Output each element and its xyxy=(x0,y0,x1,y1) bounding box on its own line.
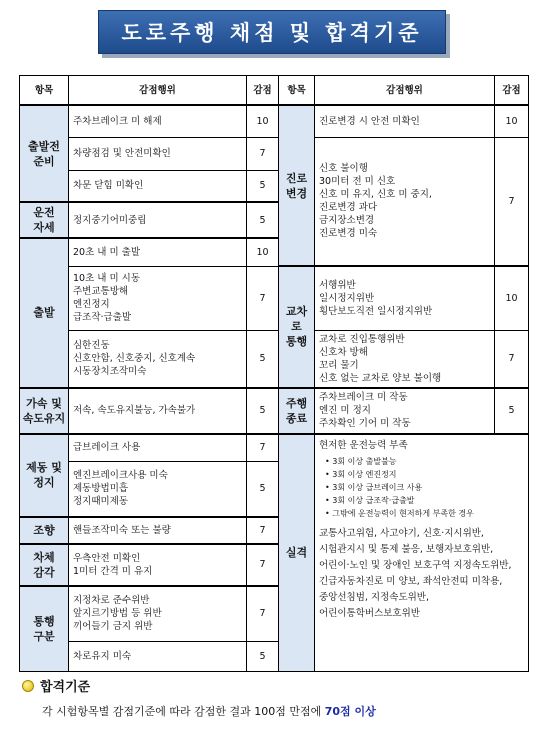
pass-description: 각 시험항목별 감점기준에 따라 감점한 결과 100점 만점에 xyxy=(42,705,325,718)
disqualify-heading: 현저한 운전능력 부족 xyxy=(319,439,408,451)
action-cell: 서행위반 일시정지위반 횡단보도직전 일시정지위반 xyxy=(315,266,495,330)
points-cell: 10 xyxy=(495,266,529,330)
points-cell: 5 xyxy=(247,462,279,517)
section-disqualify: 실격 xyxy=(279,434,315,672)
action-cell: 20초 내 미 출발 xyxy=(69,238,247,266)
points-cell: 5 xyxy=(247,202,279,238)
action-cell: 우측안전 미확인 1미터 간격 미 유지 xyxy=(69,544,247,586)
action-cell: 핸들조작미숙 또는 불량 xyxy=(69,517,247,544)
points-cell: 7 xyxy=(495,137,529,266)
header-action: 감점행위 xyxy=(69,76,247,106)
section-departure: 출발 xyxy=(20,238,69,388)
section-prestart: 출발전 준비 xyxy=(20,105,69,202)
action-cell: 신호 불이행 30미터 전 미 신호 신호 미 유지, 신호 미 중지, 진로변경 과다 금지장소변경 진로변경 미숙 xyxy=(315,137,495,266)
section-speed: 가속 및 속도유지 xyxy=(20,388,69,434)
pass-title: 합격기준 xyxy=(40,680,91,695)
scoring-table xyxy=(19,75,529,672)
action-cell: 차량점검 및 안전미확인 xyxy=(69,137,247,170)
points-cell: 5 xyxy=(247,388,279,434)
action-cell: 교차로 진입통행위반 신호차 방해 꼬리 물기 신호 없는 교차로 양보 불이행 xyxy=(315,330,495,388)
section-intersection: 교차 로 통행 xyxy=(279,266,315,388)
points-cell: 10 xyxy=(247,105,279,137)
section-lane-keeping: 통행 구분 xyxy=(20,586,69,672)
pass-threshold: 70점 이상 xyxy=(324,705,376,718)
points-cell: 5 xyxy=(247,330,279,388)
page-title: 도로주행 채점 및 합격기준 xyxy=(121,21,423,45)
points-cell: 5 xyxy=(495,388,529,434)
action-cell: 차로유지 미숙 xyxy=(69,642,247,672)
bullet-icon xyxy=(22,680,34,692)
action-cell: 정지중기어미중립 xyxy=(69,202,247,238)
action-cell: 엔진브레이크사용 미숙 제동방법미흡 정지때미제동 xyxy=(69,462,247,517)
pass-criteria-heading xyxy=(22,676,90,695)
points-cell: 10 xyxy=(495,105,529,137)
action-cell: 지정차로 준수위반 앞지르기방법 등 위반 끼어들기 금지 위반 xyxy=(69,586,247,642)
section-braking: 제동 및 정지 xyxy=(20,434,69,517)
points-cell: 5 xyxy=(247,642,279,672)
title-banner xyxy=(98,10,446,54)
section-steering: 조향 xyxy=(20,517,69,544)
section-body-sense: 차체 감각 xyxy=(20,544,69,586)
action-cell: 주차브레이크 미 해제 xyxy=(69,105,247,137)
header-points: 감점 xyxy=(247,76,279,106)
points-cell: 7 xyxy=(247,586,279,642)
action-cell: 차문 닫힘 미확인 xyxy=(69,170,247,202)
action-cell: 저속, 속도유지불능, 가속불가 xyxy=(69,388,247,434)
points-cell: 5 xyxy=(247,170,279,202)
disqualify-list: • 3회 이상 출발불능 • 3회 이상 엔진정지 • 3회 이상 급브레이크 사용 • 3회 이상 급조작·급출발 • 그밖에 운전능력이 현저하게 부족한 경우 xyxy=(325,456,474,518)
action-cell: 급브레이크 사용 xyxy=(69,434,247,462)
action-cell: 10초 내 미 시동 주변교통방해 엔진정지 급조작·급출발 xyxy=(69,266,247,330)
points-cell: 10 xyxy=(247,238,279,266)
points-cell: 7 xyxy=(247,266,279,330)
section-posture: 운전 자세 xyxy=(20,202,69,238)
header-row xyxy=(20,76,529,106)
points-cell: 7 xyxy=(247,544,279,586)
points-cell: 7 xyxy=(495,330,529,388)
header-item: 항목 xyxy=(20,76,69,106)
points-cell: 7 xyxy=(247,434,279,462)
disqualify-cell xyxy=(315,434,529,672)
disqualify-violations: 교통사고위험, 사고야기, 신호·지시위반, 시험관지시 및 통제 불응, 보행자보호위반, 어린이·노인 및 장애인 보호구역 지정속도위반, 긴급자동차진로 미 양보, 좌석안전띠 미착용, 중앙선침범, 지정속도위반, 어린이통학버스보호위반 xyxy=(319,527,512,619)
header-points-right: 감점 xyxy=(495,76,529,106)
section-end: 주행 종료 xyxy=(279,388,315,434)
action-cell: 진로변경 시 안전 미확인 xyxy=(315,105,495,137)
points-cell: 7 xyxy=(247,137,279,170)
points-cell: 7 xyxy=(247,517,279,544)
action-cell: 심한진동 신호안함, 신호중지, 신호계속 시동장치조작미숙 xyxy=(69,330,247,388)
header-action-right: 감점행위 xyxy=(315,76,495,106)
pass-criteria-text xyxy=(42,703,376,719)
section-lane-change: 진로 변경 xyxy=(279,105,315,266)
action-cell: 주차브레이크 미 작동 엔진 미 정지 주차확인 기어 미 작동 xyxy=(315,388,495,434)
header-item-right: 항목 xyxy=(279,76,315,106)
